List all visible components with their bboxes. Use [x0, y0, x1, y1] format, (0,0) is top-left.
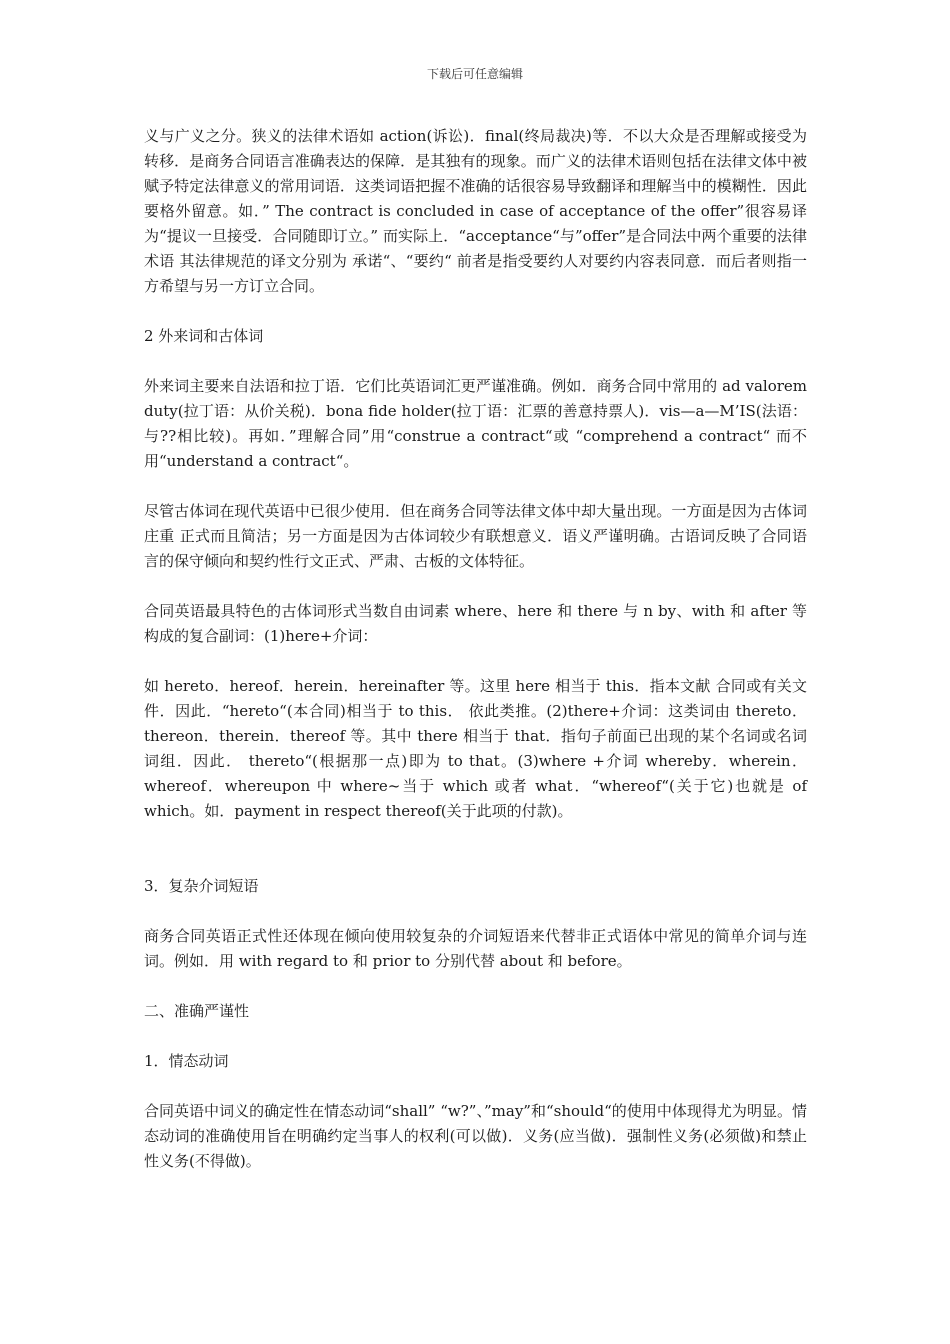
section-heading-accuracy: 二、准确严谨性 — [144, 1002, 250, 1020]
paragraph-compound-adverbs: 合同英语最具特色的古体词形式当数自由词素 where、here 和 there 与 n by、with 和 after 等构成的复合副词：(1)here+介词： — [144, 602, 807, 645]
page-header: 下载后可任意编辑 — [426, 67, 523, 81]
section-heading-prepositional-phrases: 3．复杂介词短语 — [144, 877, 259, 895]
paragraph-archaic-words: 尽管古体词在现代英语中已很少使用．但在商务合同等法律文体中却大量出现。一方面是因为古体词庄重 正式而且简洁；另一方面是因为古体词较少有联想意义．语义严谨明确。古语词反映了合同语言的保守倾向和契约性行文正式、严肃、古板的文体特征。 — [144, 502, 807, 570]
paragraph-here-there-where: 如 hereto．hereof．herein．hereinafter 等。这里 here 相当于 this．指本文献 合同或有关文件．因此．“hereto“(本合同)相当于 to this． 依此类推。(2)there+介词：这类词由 thereto．thereon．therein．thereof 等。其中 there 相当于 that．指句子前面已出现的某个名词或名词词组．因此． thereto“(根据那一点)即为 to that。(3)where +介词 whereby．wherein．whereof．whereupon 中 where~当于 which 或者 what．“whereof“(关于它)也就是 of which。如．payment in respect thereof(关于此项的付款)。 — [144, 677, 807, 820]
paragraph-loanwords: 外来词主要来自法语和拉丁语．它们比英语词汇更严谨准确。例如．商务合同中常用的 ad valorem duty(拉丁语：从价关税)．bona fide holder(拉丁语：汇票的善意持票人)．vis—a—M’IS(法语：与??相比较)。再如．”理解合同”用“construe a contract“或 “comprehend a contract“ 而不用“understand a contract“。 — [144, 377, 807, 470]
section-heading-modal-verbs: 1．情态动词 — [144, 1052, 229, 1070]
section-heading-loanwords: 2 外来词和古体词 — [144, 327, 264, 345]
blank-line — [144, 849, 807, 874]
paragraph-modal-verbs: 合同英语中词义的确定性在情态动词“shall” “w?”、”may”和“should“的使用中体现得尤为明显。情态动词的准确使用旨在明确约定当事人的权利(可以做)．义务(应当做)．强制性义务(必须做)和禁止性义务(不得做)。 — [144, 1102, 807, 1170]
paragraph-prepositional-phrases: 商务合同英语正式性还体现在倾向使用较复杂的介词短语来代替非正式语体中常见的简单介词与连词。例如．用 with regard to 和 prior to 分别代替 about 和 before。 — [144, 927, 807, 970]
paragraph-legal-terms: 义与广义之分。狭义的法律术语如 action(诉讼)．final(终局裁决)等．不以大众是否理解或接受为转移．是商务合同语言准确表达的保障．是其独有的现象。而广义的法律术语则包括在法律文体中被赋予特定法律意义的常用词语．这类词语把握不准确的话很容易导致翻译和理解当中的模糊性．因此要格外留意。如．” The contract is concluded in case of acceptance of the offer”很容易译为“提议一旦接受．合同随即订立。” 而实际上．“acceptance“与”offer”是合同法中两个重要的法律术语 其法律规范的译文分别为 承诺“、“要约“ 前者是指受要约人对要约内容表同意．而后者则指一方希望与另一方订立合同。 — [144, 127, 807, 295]
document-body — [144, 124, 807, 1199]
